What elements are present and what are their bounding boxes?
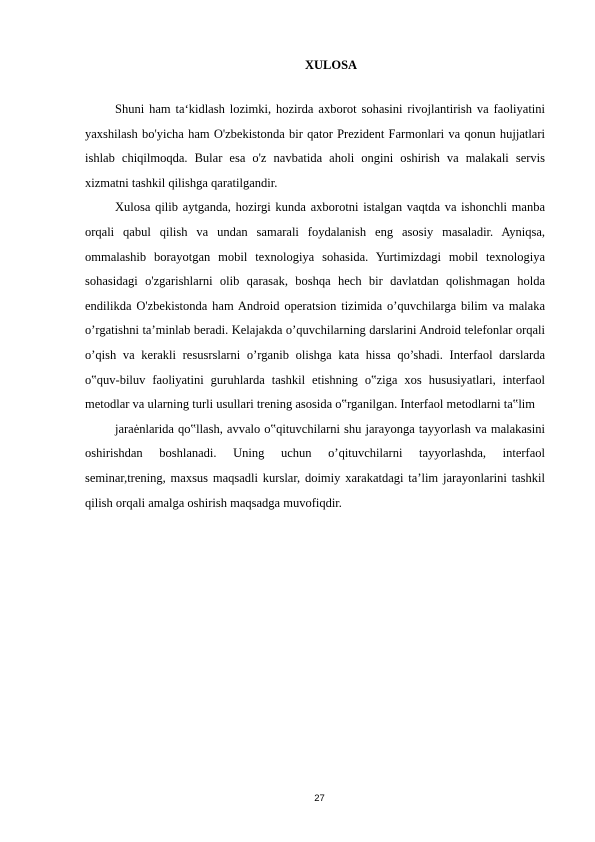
paragraph-conclusion: Xulosa qilib aytganda, hozirgi kunda axborotni istalgan vaqtda va ishonchli manba orqali qabul qilish va undan samarali foydalanish eng asosiy masaladir. Ayniqsa, ommalashib borayotgan mobil texnologiya sohasida. Yurtimizdagi mobil texnologiya sohasidagi o'zgarishlarni olib qarasak, boshqa hech bir davlatdan qolishmagan holda endilikda O'zbekistonda ham Android operatsion tizimida o’quvchilarga bilim va malaka o’rgatishni ta’minlab beradi. Kelajakda o’quvchilarning darslarini Android telefonlar orqali o’qish va kerakli resusrslarni o’rganib olishga kata hissa qo’shadi. Interfaol darslarda o‟quv-biluv faoliyatini guruhlarda tashkil etishning o‟ziga xos hususiyatlari, interfaol metodlar va ularning turli usullari trening asosida o‟rganilgan. Interfaol metodlarni ta‟lim [85,200,545,412]
page-number: 27 [314,793,325,804]
page-title: XULOSA [304,58,358,72]
paragraph-interactive-methods: jaraėnlarida qo‟llash, avvalo o‟qituvchilarni shu jarayonga tayyorlash va malakasini oshirishdan boshlanadi. Uning uchun o’qituvchilarni tayyorlashda, interfaol seminar,trening, maxsus maqsadli kurslar, doimiy xarakatdagi ta’lim jarayonlarini tashkil qilish orqali amalga oshirish maqsadga muvofiqdir. [85,421,545,510]
document-body [85,97,545,515]
paragraph-intro: Shuni ham ta‘kidlash lozimki, hozirda axborot sohasini rivojlantirish va faoliyatini yaxshilash bo'yicha ham O'zbekistonda bir qator Prezident Farmonlari va qonun hujjatlari ishlab chiqilmoqda. Bular esa o'z navbatida aholi ongini oshirish va malakali servis xizmatni tashkil qilishga qaratilgandir. [85,102,545,190]
